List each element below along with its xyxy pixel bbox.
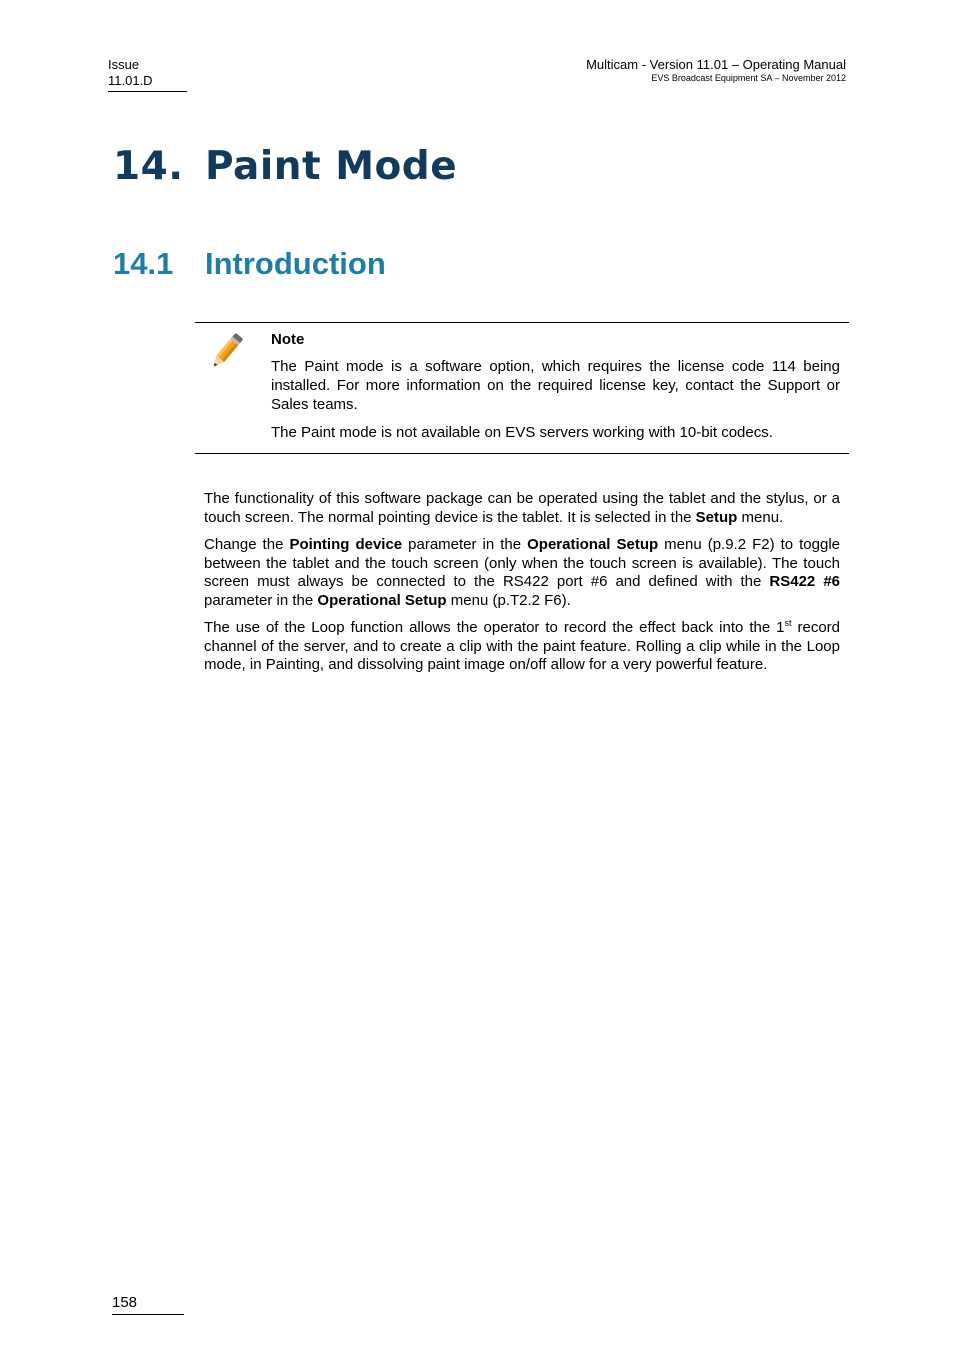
header-right — [586, 57, 846, 84]
note-paragraph: The Paint mode is a software option, which requires the license code 114 being installed. For more information on the required license key, contact the Support or Sales teams. — [271, 358, 840, 413]
superscript: st — [784, 618, 792, 628]
bold-term: RS422 #6 — [769, 573, 840, 590]
text-run: menu (p.T2.2 F6). — [446, 591, 571, 609]
header-left-rule — [108, 91, 187, 92]
manual-title: Multicam - Version 11.01 – Operating Manual — [586, 57, 846, 72]
text-run: menu (p.9.2 F2) to toggle between the tablet and the touch screen (only when the touch screen is available). The touch screen must always be connected to the RS422 port #6 and defined with the — [204, 536, 841, 590]
section-heading — [113, 246, 386, 282]
text-run: menu. — [737, 508, 784, 526]
issue-block — [108, 57, 187, 92]
section-title: Introduction — [205, 246, 386, 281]
body-paragraph — [204, 490, 840, 527]
issue-number: 11.01.D — [108, 73, 153, 88]
note-content — [271, 330, 840, 451]
body-paragraph — [204, 536, 840, 610]
footer — [112, 1294, 184, 1315]
text-run: The use of the Loop function allows the operator to record the effect back into the 1 — [204, 619, 785, 636]
note-label: Note — [271, 331, 305, 348]
bold-term: Setup — [695, 508, 738, 526]
chapter-number: 14. — [113, 144, 184, 189]
text-run: The functionality of this software package can be operated using the tablet and the stylus, or a touch screen. The normal pointing device is the tablet. It is selected in the — [204, 490, 840, 526]
text-run: Change the — [204, 536, 290, 553]
section-number: 14.1 — [113, 246, 174, 281]
bold-term: Operational Setup — [317, 591, 447, 609]
body-paragraph — [204, 619, 840, 675]
text-run: parameter in the — [204, 591, 318, 609]
page-number: 158 — [112, 1294, 138, 1311]
body-content — [204, 490, 840, 684]
text-run: parameter in the — [402, 536, 528, 553]
bold-term: Operational Setup — [527, 536, 659, 553]
chapter-title: Paint Mode — [205, 144, 458, 189]
pencil-icon — [205, 331, 247, 373]
issue-label: Issue — [108, 57, 140, 72]
bold-term: Pointing device — [289, 536, 403, 553]
footer-rule — [112, 1314, 184, 1315]
text-run: record channel of the server, and to create a clip with the paint feature. Rolling a clip while in the Loop mode, in Painting, and dissolving paint image on/off allow for a very powerful feature. — [204, 619, 840, 673]
chapter-heading — [113, 144, 457, 189]
note-paragraph: The Paint mode is not available on EVS servers working with 10-bit codecs. — [271, 424, 773, 441]
manual-subtitle: EVS Broadcast Equipment SA – November 2012 — [651, 73, 846, 83]
